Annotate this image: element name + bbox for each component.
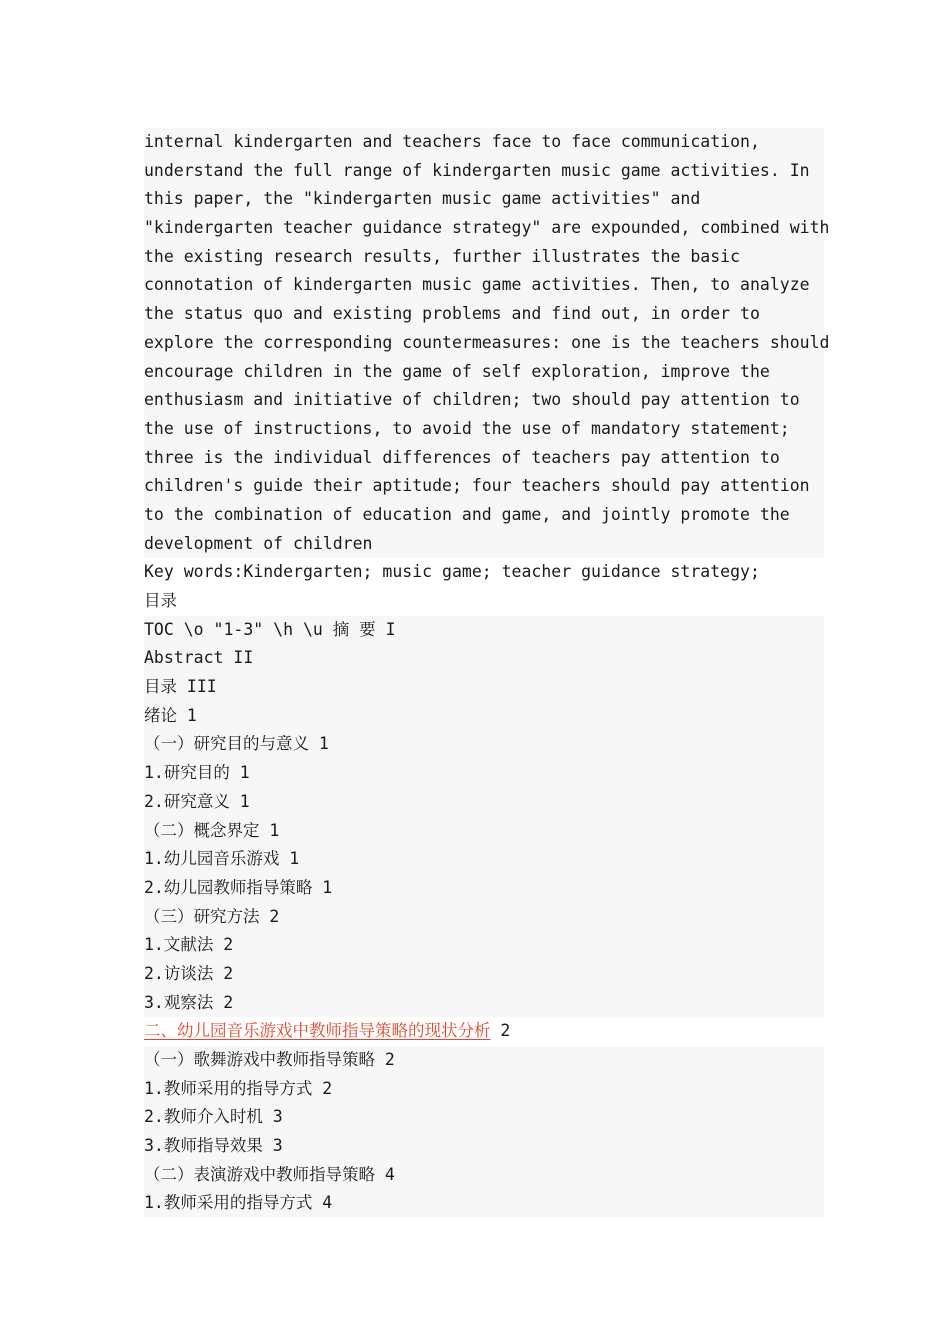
abstract-line: encourage children in the game of self exploration, improve the <box>144 358 824 387</box>
toc-entry[interactable]: 3.教师指导效果 3 <box>144 1132 824 1161</box>
toc-entry[interactable]: 2.访谈法 2 <box>144 960 824 989</box>
toc-entry[interactable]: 2.幼儿园教师指导策略 1 <box>144 874 824 903</box>
keywords-line: Key words:Kindergarten; music game; teacher guidance strategy; <box>144 562 760 582</box>
toc-link-chapter-two[interactable]: 二、幼儿园音乐游戏中教师指导策略的现状分析 <box>144 1021 491 1041</box>
abstract-line: understand the full range of kindergarten music game activities. In <box>144 157 824 186</box>
toc-entry[interactable]: 目录 III <box>144 673 824 702</box>
abstract-line: children's guide their aptitude; four teachers should pay attention <box>144 472 824 501</box>
abstract-line: internal kindergarten and teachers face to face communication, <box>144 128 824 157</box>
abstract-line: "kindergarten teacher guidance strategy" are expounded, combined with <box>144 214 824 243</box>
toc-entry[interactable]: 1.幼儿园音乐游戏 1 <box>144 845 824 874</box>
toc-entry[interactable]: 1.教师采用的指导方式 4 <box>144 1189 824 1218</box>
toc-entry[interactable]: 绪论 1 <box>144 702 824 731</box>
toc-entry[interactable]: 3.观察法 2 <box>144 989 824 1018</box>
toc-entry[interactable]: （二）表演游戏中教师指导策略 4 <box>144 1161 824 1190</box>
toc-entry[interactable]: （二）概念界定 1 <box>144 817 824 846</box>
toc-field-code: TOC \o "1-3" \h \u 摘 要 I <box>144 616 824 645</box>
table-of-contents <box>144 644 824 1218</box>
abstract-line: the status quo and existing problems and find out, in order to <box>144 300 824 329</box>
abstract-line: to the combination of education and game, and jointly promote the <box>144 501 824 530</box>
abstract-line: enthusiasm and initiative of children; two should pay attention to <box>144 386 824 415</box>
abstract-line: this paper, the "kindergarten music game activities" and <box>144 185 824 214</box>
abstract-line: explore the corresponding countermeasures: one is the teachers should <box>144 329 824 358</box>
abstract-line: three is the individual differences of teachers pay attention to <box>144 444 824 473</box>
toc-entry[interactable]: 1.教师采用的指导方式 2 <box>144 1075 824 1104</box>
toc-entry[interactable]: （三）研究方法 2 <box>144 903 824 932</box>
document-content <box>144 128 830 1218</box>
abstract-line: connotation of kindergarten music game activities. Then, to analyze <box>144 271 824 300</box>
abstract-line: development of children <box>144 530 824 559</box>
toc-entry[interactable]: Abstract II <box>144 644 824 673</box>
toc-entry[interactable]: （一）歌舞游戏中教师指导策略 2 <box>144 1046 824 1075</box>
toc-entry-chapter-two <box>144 1017 824 1046</box>
abstract-line: the existing research results, further illustrates the basic <box>144 243 824 272</box>
toc-entry[interactable]: 1.研究目的 1 <box>144 759 824 788</box>
toc-heading: 目录 <box>144 591 177 610</box>
toc-link-page-number: 2 <box>490 1021 511 1041</box>
toc-entry[interactable]: 1.文献法 2 <box>144 931 824 960</box>
abstract-paragraph <box>144 128 830 558</box>
abstract-line: the use of instructions, to avoid the use of mandatory statement; <box>144 415 824 444</box>
toc-entry[interactable]: 2.研究意义 1 <box>144 788 824 817</box>
toc-entry[interactable]: （一）研究目的与意义 1 <box>144 730 824 759</box>
toc-entry[interactable]: 2.教师介入时机 3 <box>144 1103 824 1132</box>
